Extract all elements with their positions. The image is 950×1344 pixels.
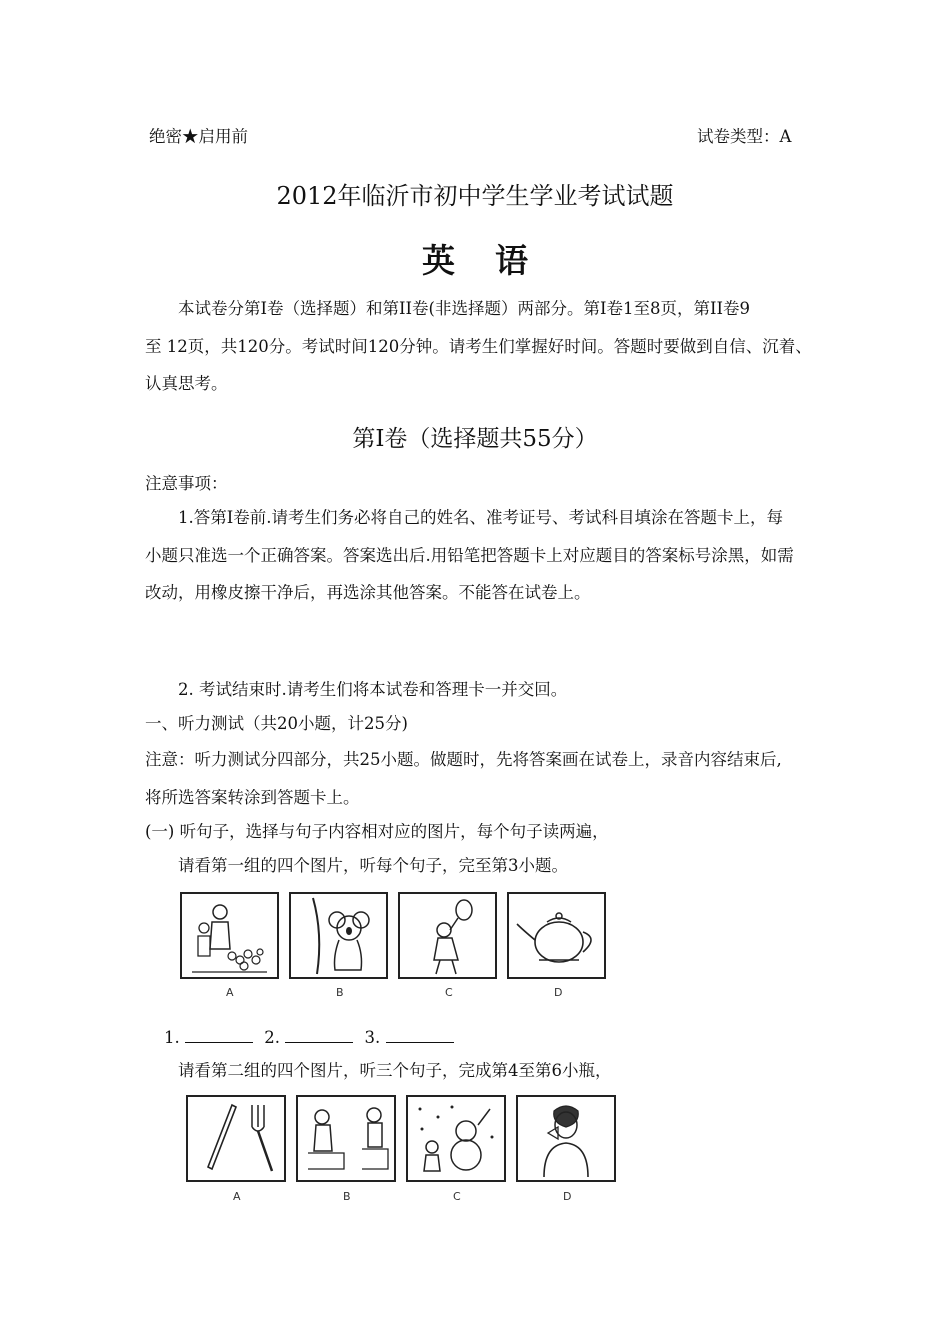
intro-line-1: 本试卷分第I卷（选择题）和第II卷(非选择题）两部分。第I卷1至8页，第II卷9 <box>178 299 751 318</box>
notes-heading: 注意事项： <box>145 474 228 493</box>
notes-item1-line1: 1.答第I卷前.请考生们务必将自己的姓名、准考证号、考试科目填涂在答题卡上，每 <box>178 508 784 527</box>
koala-icon <box>291 894 386 977</box>
group2-label-c: C <box>453 1190 461 1203</box>
notes-item1-line2: 小题只准选一个正确答案。答案选出后.用铅笔把答题卡上对应题目的答案标号涂黑，如需 <box>145 546 794 565</box>
answer-2-blank[interactable] <box>285 1028 353 1043</box>
answer-blanks-row <box>164 1028 460 1047</box>
notes-item2: 2. 考试结束时.请考生们将本试卷和答理卡一并交回。 <box>178 680 568 699</box>
sitting-people-icon <box>298 1097 394 1180</box>
section-title: 第I卷（选择题共55分） <box>352 426 598 452</box>
group1-label-b: B <box>336 986 344 999</box>
flower-seller-icon <box>182 894 277 977</box>
snowman-icon <box>408 1097 504 1180</box>
answer-2-number: 2. <box>264 1028 280 1047</box>
sick-person-icon <box>518 1097 614 1180</box>
picture-1d-teapot <box>507 892 606 979</box>
answer-3-number: 3. <box>364 1028 381 1047</box>
confidential-label: 绝密★启用前 <box>149 127 248 146</box>
answer-1-blank[interactable] <box>185 1028 253 1043</box>
subject-char-1: 英 <box>422 241 455 280</box>
group2-label-d: D <box>563 1190 572 1203</box>
intro-line-2: 至 12页，共120分。考试时间120分钟。请考生们掌握好时间。答题时要做到自信、沉着、 <box>145 337 812 356</box>
picture-1c-tennis-player <box>398 892 497 979</box>
listening-heading: 一、听力测试（共20小题，计25分) <box>145 714 408 733</box>
group1-label-c: C <box>445 986 453 999</box>
picture-1b-koala <box>289 892 388 979</box>
exam-title: 2012年临沂市初中学生学业考试试题 <box>276 182 674 210</box>
part1-heading: (一) 听句子，选择与句子内容相对应的图片，每个句子读两遍， <box>145 822 609 841</box>
subject-title <box>0 235 950 282</box>
listening-note-line2: 将所选答案转涂到答题卡上。 <box>145 788 360 807</box>
group2-label-a: A <box>233 1190 241 1203</box>
knife-fork-icon <box>188 1097 284 1180</box>
intro-line-3: 认真思考。 <box>145 374 228 393</box>
group2-label-b: B <box>343 1190 351 1203</box>
picture-2b-sitting-people <box>296 1095 396 1182</box>
paper-type-label: 试卷类型：A <box>697 127 792 146</box>
listening-note-line1: 注意：听力测试分四部分，共25小题。做题时，先将答案画在试卷上，录音内容结束后, <box>145 750 782 769</box>
picture-2c-snowman <box>406 1095 506 1182</box>
tennis-player-icon <box>400 894 495 977</box>
picture-1a-flower-seller <box>180 892 279 979</box>
group1-label-d: D <box>554 986 563 999</box>
answer-3-blank[interactable] <box>386 1028 454 1043</box>
group2-instruction: 请看第二组的四个图片，听三个句子，完成第4至第6小瓶， <box>178 1061 612 1080</box>
picture-2a-knife-fork <box>186 1095 286 1182</box>
group1-label-a: A <box>226 986 234 999</box>
notes-item1-line3: 改动，用橡皮擦干净后，再选涂其他答案。不能答在试卷上。 <box>145 583 591 602</box>
group1-instruction: 请看第一组的四个图片，听每个句子，完至第3小题。 <box>178 856 568 875</box>
picture-2d-sick-person <box>516 1095 616 1182</box>
answer-1-number: 1. <box>164 1028 180 1047</box>
teapot-icon <box>509 894 604 977</box>
subject-char-2: 语 <box>495 241 528 280</box>
